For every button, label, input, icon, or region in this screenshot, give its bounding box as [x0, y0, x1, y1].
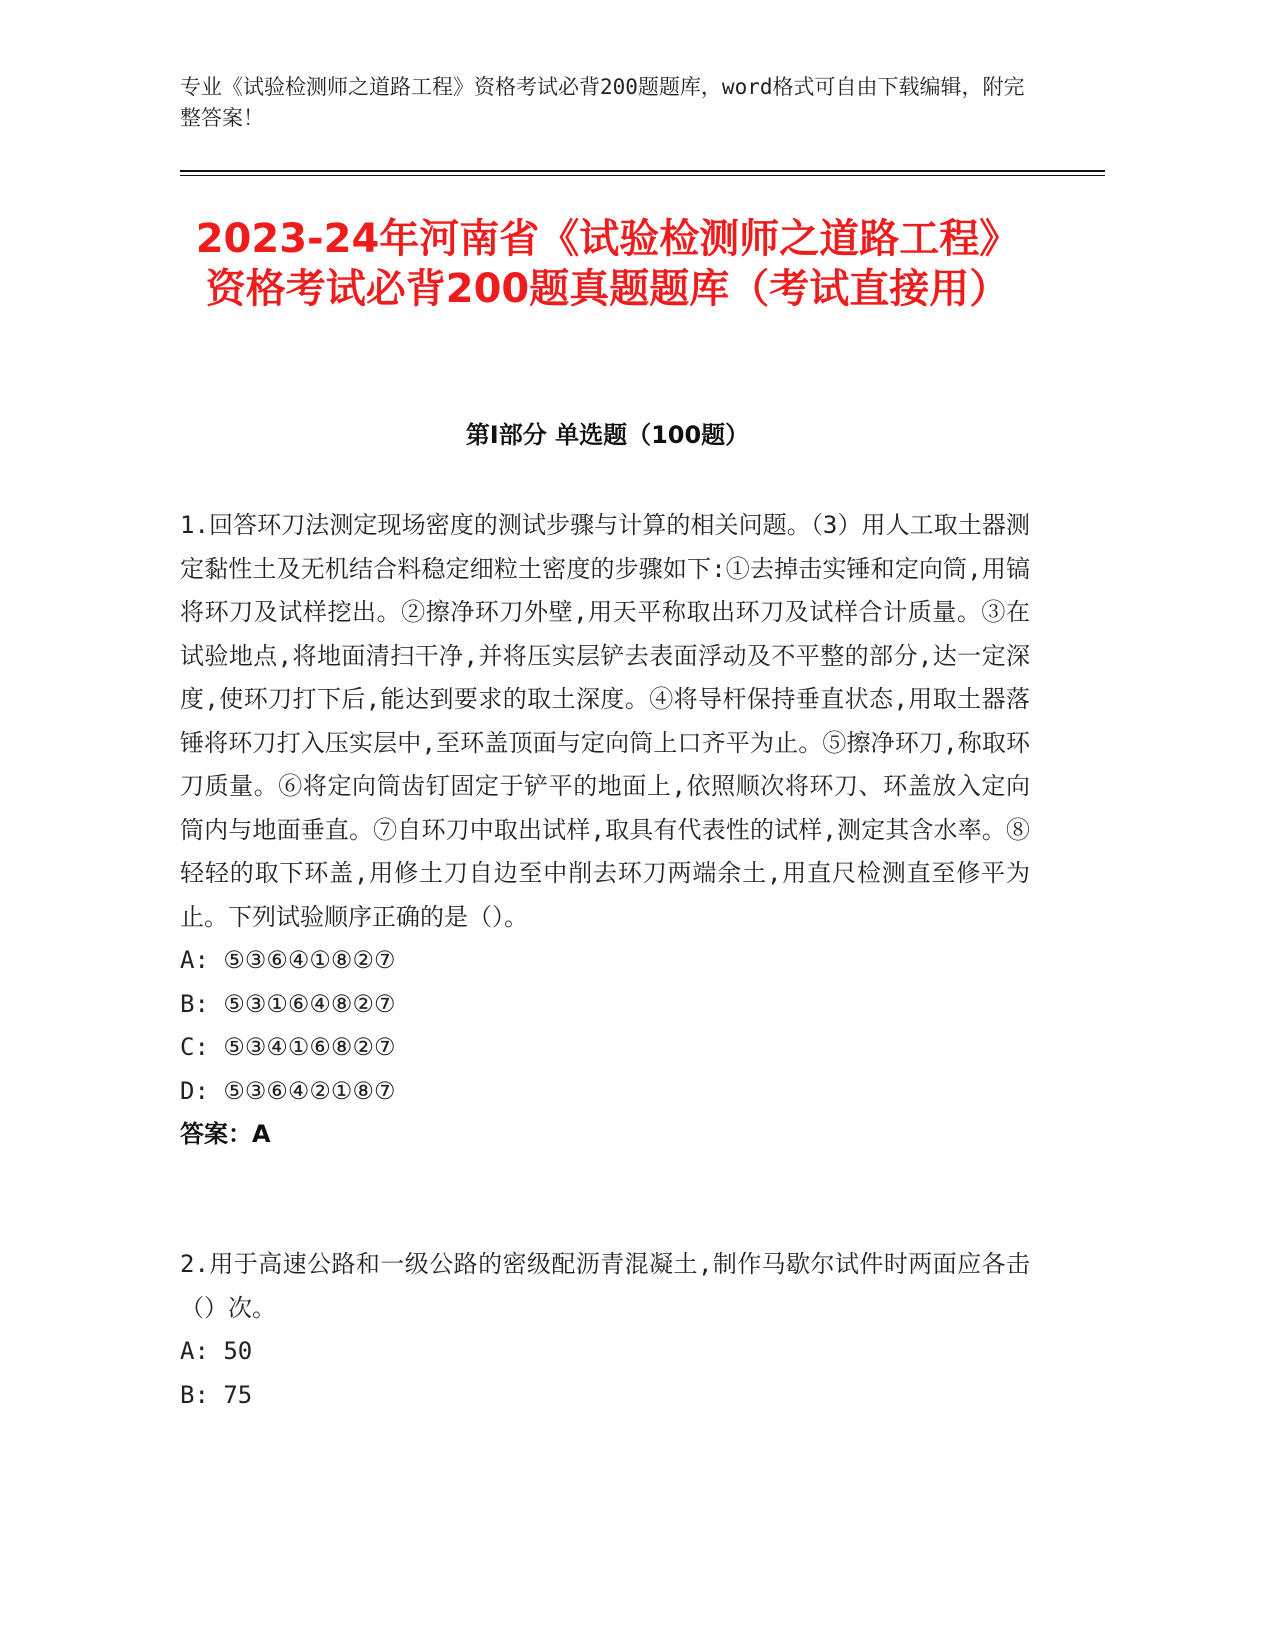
question-2: [180, 1243, 1030, 1417]
section-title: 第I部分 单选题（100题）: [465, 421, 750, 449]
question-stem: 1.回答环刀法测定现场密度的测试步骤与计算的相关问题。（3）用人工取土器测定黏性土及无机结合料稳定细粒土密度的步骤如下:①去掉击实锤和定向筒,用镐将环刀及试样挖出。②擦净环刀外壁,用天平称取出环刀及试样合计质量。③在试验地点,将地面清扫干净,并将压实层铲去表面浮动及不平整的部分,达一定深度,使环刀打下后,能达到要求的取土深度。④将导杆保持垂直状态,用取土器落锤将环刀打入压实层中,至环盖顶面与定向筒上口齐平为止。⑤擦净环刀,称取环刀质量。⑥将定向筒齿钉固定于铲平的地面上,依照顺次将环刀、环盖放入定向筒内与地面垂直。⑦自环刀中取出试样,取具有代表性的试样,测定其含水率。⑧轻轻的取下环盖,用修土刀自边至中削去环刀两端余土,用直尺检测直至修平为止。下列试验顺序正确的是（）。: [180, 511, 1030, 931]
question-1: [180, 504, 1030, 1157]
document-title: 2023-24年河南省《试验检测师之道路工程》资格考试必背200题真题题库（考试直接用）: [195, 216, 1020, 312]
option-b: B: ⑤③①⑥④⑧②⑦: [180, 989, 396, 1018]
option-d: D: ⑤③⑥④②①⑧⑦: [180, 1076, 396, 1105]
header-divider-thin: [180, 175, 1105, 176]
question-stem: 2.用于高速公路和一级公路的密级配沥青混凝土,制作马歇尔试件时两面应各击（）次。: [180, 1250, 1030, 1322]
option-a: A: 50: [180, 1337, 253, 1365]
option-a: A: ⑤③⑥④①⑧②⑦: [180, 946, 396, 974]
option-b: B: 75: [180, 1380, 253, 1409]
header-note: 专业《试验检测师之道路工程》资格考试必背200题题库，word格式可自由下载编辑，附完整答案！: [180, 75, 1025, 130]
header-divider-thick: [180, 170, 1105, 172]
answer-text: 答案：A: [180, 1120, 271, 1148]
option-c: C: ⑤③④①⑥⑧②⑦: [180, 1033, 396, 1061]
